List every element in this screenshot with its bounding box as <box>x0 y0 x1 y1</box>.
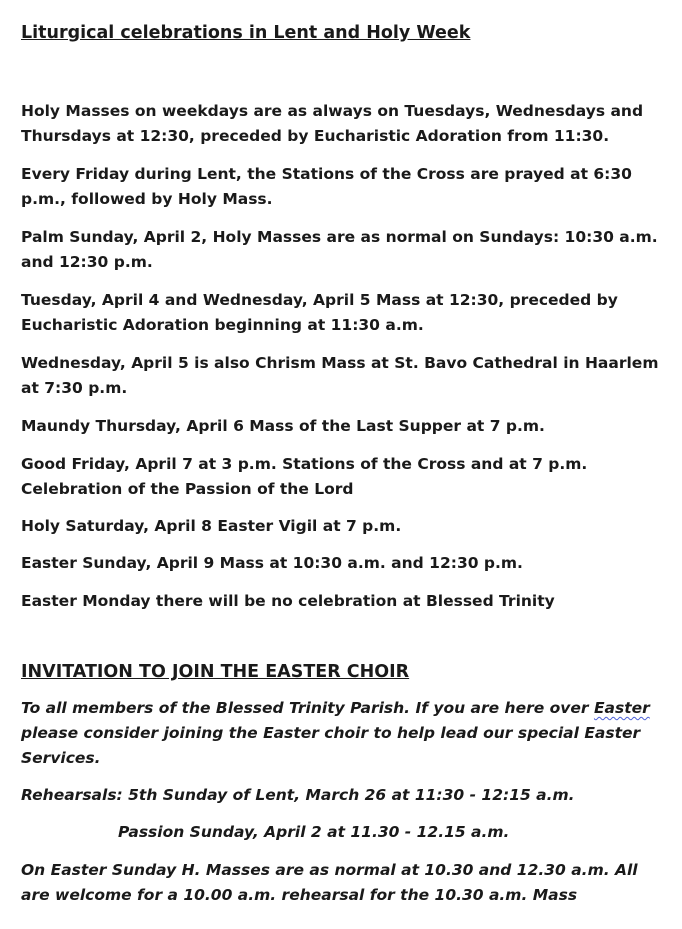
spellcheck-flagged-word[interactable]: Easter <box>593 699 650 717</box>
paragraph-rehearsal-1: Rehearsals: 5th Sunday of Lent, March 26 at 11:30 - 12:15 a.m. <box>21 786 575 804</box>
paragraph-easter-sunday-masses: On Easter Sunday H. Masses are as normal at 10.30 and 12.30 a.m. All are welcome for a 10.00 a.m. rehearsal for the 10.30 a.m. Mass <box>21 861 638 904</box>
document-body <box>21 20 671 908</box>
paragraph-palm-sunday: Palm Sunday, April 2, Holy Masses are as normal on Sundays: 10:30 a.m. and 12:30 p.m. <box>21 228 658 271</box>
section-heading-choir: INVITATION TO JOIN THE EASTER CHOIR <box>21 662 410 682</box>
paragraph-good-friday: Good Friday, April 7 at 3 p.m. Stations of the Cross and at 7 p.m. Celebration of the Passion of the Lord <box>21 455 588 498</box>
invitation-text-end: please consider joining the Easter choir to help lead our special Easter Services. <box>21 724 641 767</box>
paragraph-easter-sunday: Easter Sunday, April 9 Mass at 10:30 a.m. and 12:30 p.m. <box>21 554 523 572</box>
paragraph-tuesday-wednesday: Tuesday, April 4 and Wednesday, April 5 Mass at 12:30, preceded by Eucharistic Adoration beginning at 11:30 a.m. <box>21 291 618 334</box>
paragraph-rehearsal-2: Passion Sunday, April 2 at 11.30 - 12.15 a.m. <box>118 823 510 841</box>
paragraph-easter-monday: Easter Monday there will be no celebration at Blessed Trinity <box>21 592 555 610</box>
spacer <box>21 46 671 99</box>
paragraph-choir-invitation <box>21 696 671 771</box>
spacer <box>21 614 671 659</box>
paragraph-friday-stations: Every Friday during Lent, the Stations of the Cross are prayed at 6:30 p.m., followed by Holy Mass. <box>21 165 632 208</box>
paragraph-chrism-mass: Wednesday, April 5 is also Chrism Mass at St. Bavo Cathedral in Haarlem at 7:30 p.m. <box>21 354 659 397</box>
paragraph-weekday-masses: Holy Masses on weekdays are as always on Tuesdays, Wednesdays and Thursdays at 12:30, preceded by Eucharistic Adoration from 11:30. <box>21 102 644 145</box>
paragraph-holy-saturday: Holy Saturday, April 8 Easter Vigil at 7 p.m. <box>21 517 402 535</box>
section-heading-liturgical: Liturgical celebrations in Lent and Holy Week <box>21 23 471 43</box>
invitation-text-start: To all members of the Blessed Trinity Parish. If you are here over <box>21 699 594 717</box>
paragraph-maundy-thursday: Maundy Thursday, April 6 Mass of the Last Supper at 7 p.m. <box>21 417 545 435</box>
